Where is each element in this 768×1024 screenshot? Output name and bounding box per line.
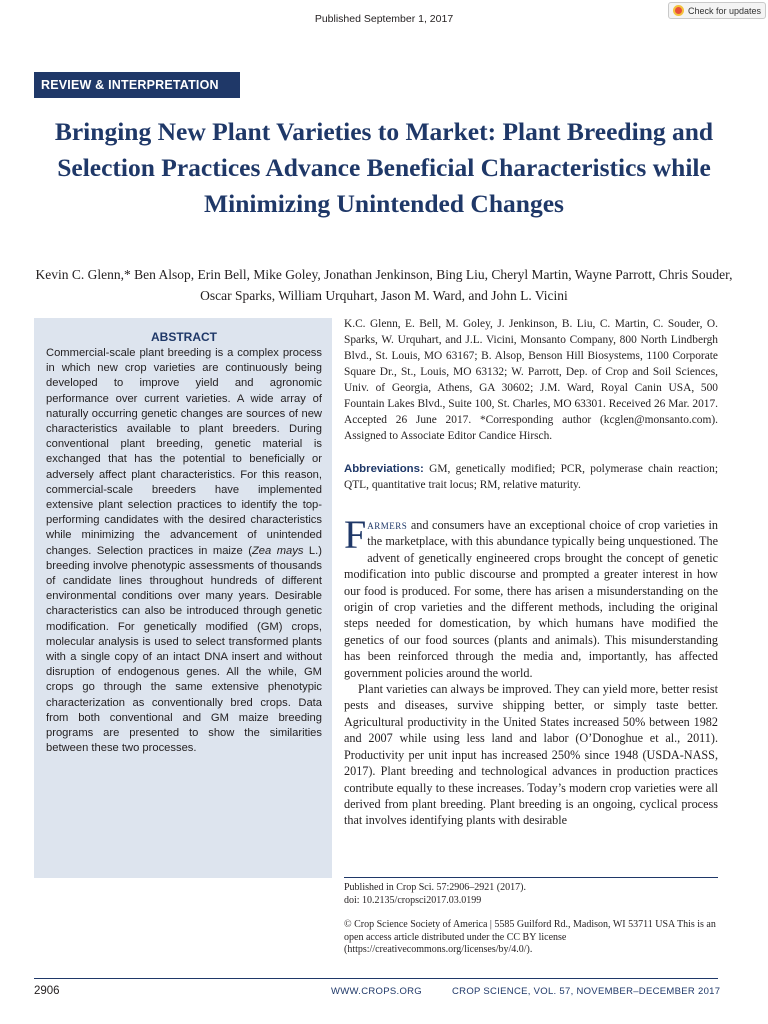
author-affiliations: K.C. Glenn, E. Bell, M. Goley, J. Jenkinson, B. Liu, C. Martin, C. Souder, O. Sparks, W. Urquhart, and J.L. Vicini, Monsanto Company, 800 North Lindbergh Blvd., St. Louis, MO 63167; B. Alsop, Benson Hill Biosystems, 1100 Corporate Square Dr., St., Louis, MO 63132; W. Parrott, Dep. of Crop and Soil Sciences, Univ. of Georgia, Athens, GA 30602; J.M. Ward, Royal Canin USA, 500 Fountain Lakes Blvd., Suite 100, St. Charles, MO 63301. Received 26 Mar. 2017. Accepted 26 June 2017. *Corresponding author (kcglen@monsanto.com). Assigned to Associate Editor Candice Hirsch. bbox=[344, 318, 718, 442]
journal-citation-footer: CROP SCIENCE, VOL. 57, NOVEMBER–DECEMBER 2017 bbox=[452, 986, 721, 997]
footer-divider bbox=[34, 978, 718, 979]
lead-in-smallcaps: armers bbox=[367, 518, 408, 532]
body-paragraph-1 bbox=[344, 512, 718, 681]
page-number: 2906 bbox=[34, 985, 60, 997]
abstract-box bbox=[34, 318, 332, 878]
doi-line: doi: 10.2135/cropsci2017.03.0199 bbox=[344, 894, 482, 906]
copyright-notice: © Crop Science Society of America | 5585 Guilford Rd., Madison, WI 53711 USA This is an open access article distributed under the CC BY license (https://creativecommons.org/licenses/by/4.0/). bbox=[344, 919, 716, 955]
check-for-updates-label: Check for updates bbox=[688, 5, 762, 16]
update-badge-icon bbox=[673, 5, 684, 16]
abbreviations-text: GM, genetically modified; PCR, polymerase chain reaction; QTL, quantitative trait locus; RM, relative maturity. bbox=[344, 463, 718, 491]
article-title: Bringing New Plant Varieties to Market: Plant Breeding and Selection Practices Advance Beneficial Characteristics while Minimizing Unintended Changes bbox=[54, 117, 714, 218]
published-date: Published September 1, 2017 bbox=[314, 13, 454, 25]
body-paragraph-1-text: and consumers have an exceptional choice of crop varieties in the marketplace, with this abundance typically being unquestioned. The advent of genetically engineered crops brought the concept of genetic modification into public discourse and prompted a greater interest in how our food is produced. For some, there has arisen a misunderstanding on the origin of crop varieties and the different methods, including the original steps needed for domestication, by which humans have modified the genetics of our food sources (plants and animals). This misunderstanding has been reinforced through the media and, importantly, has affected government policies around the world. bbox=[344, 518, 718, 680]
section-tag: REVIEW & INTERPRETATION bbox=[34, 72, 240, 98]
abstract-text bbox=[46, 346, 322, 756]
drop-cap: F bbox=[344, 512, 367, 557]
abstract-text-part2: L.) breeding involve phenotypic assessments of thousands of candidate lines throughout hundreds of different environmental conditions over many years. Desirable characteristics can also be introduced through genetic modification. For genetically modified (GM) crops, molecular analysis is used to select transformed plants with a single copy of an intact DNA insert and without disruption of endogenous genes. All the while, GM crops go through the same extensive phenotypic characterization as conventionally bred crops. Data from both conventional and GM maize breeding programs are presented to show the similarities between these two processes. bbox=[46, 544, 322, 755]
publication-divider bbox=[344, 877, 718, 878]
citation-line: Published in Crop Sci. 57:2906–2921 (2017). bbox=[344, 882, 526, 893]
abbreviations-label: Abbreviations: bbox=[344, 463, 424, 475]
check-for-updates-button[interactable] bbox=[668, 2, 766, 19]
abbreviations bbox=[344, 461, 718, 493]
article-body bbox=[344, 512, 718, 829]
journal-website-link[interactable]: WWW.CROPS.ORG bbox=[331, 986, 422, 997]
abstract-heading: ABSTRACT bbox=[151, 330, 217, 344]
author-list: Kevin C. Glenn,* Ben Alsop, Erin Bell, Mike Goley, Jonathan Jenkinson, Bing Liu, Cheryl Martin, Wayne Parrott, Chris Souder, Oscar Sparks, William Urquhart, Jason M. Ward, and John L. Vicini bbox=[35, 267, 733, 303]
species-name: Zea mays bbox=[251, 544, 304, 557]
publication-info bbox=[344, 882, 718, 907]
abstract-text-part1: Commercial-scale plant breeding is a complex process in which new crop varieties are continuously being developed to improve yield and agronomic performance over current varieties. A wide array of naturally occurring genetic changes are sources of new characteristics available to plant breeders. During conventional plant breeding, genetic material is exchanged that has the potential to beneficially or adversely affect plant characteristics. For this reason, commercial-scale breeders have implemented extensive plant selection practices to identify the top-performing candidates with the desired characteristics while minimizing the advancement of unintended changes. Selection practices in maize ( bbox=[46, 347, 322, 557]
body-paragraph-2: Plant varieties can always be improved. They can yield more, better resist pests and diseases, survive shipping better, or simply taste better. Agricultural productivity in the United States increased 50% between 1982 and 2007 while using less land and labor (O’Donoghue et al., 2011). Productivity per unit input has increased 250% since 1948 (USDA-NASS, 2017). Plant breeding and technological advances in production practices contribute equally to these increases. Today’s modern crop varieties were all derived from plant breeding. Plant breeding is an ongoing, cyclical process that involves identifying plants with desirable bbox=[344, 682, 718, 828]
